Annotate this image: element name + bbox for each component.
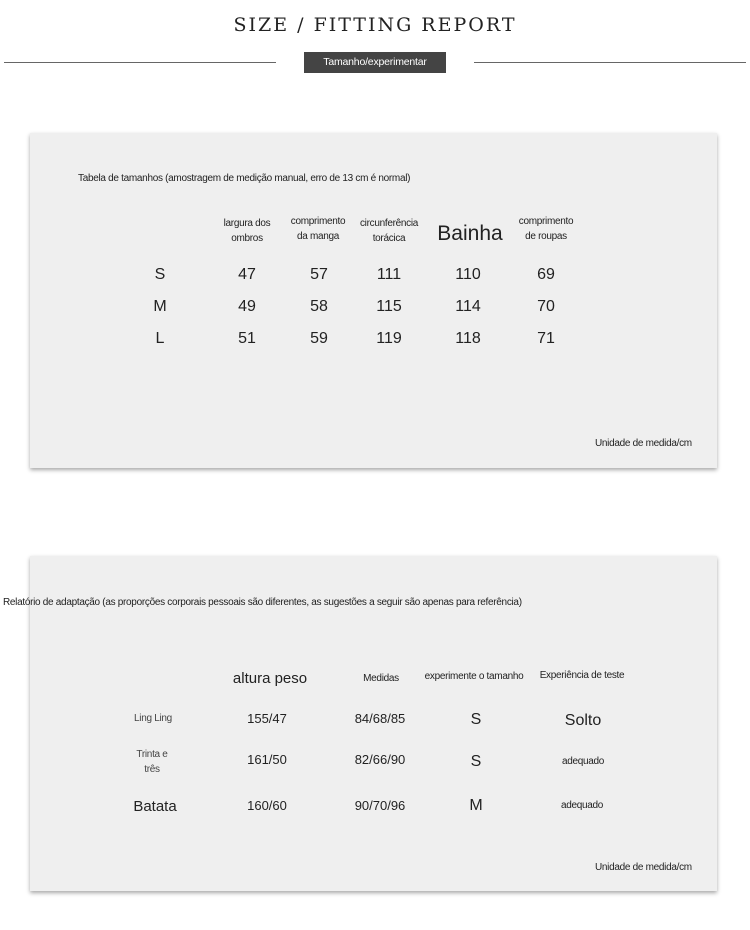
table-cell: 70 [537,298,555,315]
table-cell: 118 [455,330,481,347]
table-cell: 161/50 [247,752,287,767]
col-header-hem: Bainha [437,222,503,245]
table-cell: 90/70/96 [354,798,406,813]
tester-name: Ling Ling [134,713,172,724]
fitting-report-unit: Unidade de medida/cm [595,862,692,873]
table-cell: 119 [376,330,402,347]
table-cell: 59 [310,330,328,347]
table-cell: S [470,753,482,770]
table-cell: 47 [238,266,256,283]
col-header-sleeve: comprimento da manga [290,216,346,242]
row-size-label: L [155,330,165,347]
tester-name: Trinta e três [136,749,168,775]
size-table-caption: Tabela de tamanhos (amostragem de medição manual, erro de 13 cm é normal) [78,173,411,184]
table-cell: 82/66/90 [354,752,406,767]
table-cell: M [469,797,483,814]
col-header-shoulder: largura dos ombros [223,218,271,244]
table-cell: 49 [238,298,256,315]
table-cell: Solto [564,712,602,729]
section-badge: Tamanho/experimentar [304,52,446,73]
table-cell: 69 [537,266,555,283]
table-cell: 160/60 [247,798,287,813]
col-header-length: comprimento de roupas [518,216,574,242]
col-header-try-size: experimente o tamanho [424,671,524,682]
divider-left [4,62,276,63]
table-cell: 155/47 [247,711,287,726]
table-cell: 51 [238,330,256,347]
table-cell: adequado [561,756,605,767]
table-cell: 115 [376,298,402,315]
row-size-label: M [153,298,167,315]
table-cell: S [470,711,482,728]
row-size-label: S [154,266,166,283]
table-cell: 110 [455,266,481,283]
table-cell: 57 [310,266,328,283]
col-header-experience: Experiência de teste [539,670,625,681]
col-header-measurements: Medidas [363,673,399,684]
table-cell: 84/68/85 [354,711,406,726]
col-header-chest: circunferência torácica [359,218,419,244]
table-cell: 58 [310,298,328,315]
divider-right [474,62,746,63]
table-cell: 71 [537,330,555,347]
table-cell: adequado [560,800,604,811]
tester-name: Batata [133,798,177,815]
table-cell: 111 [376,266,402,283]
page-title: SIZE / FITTING REPORT [233,14,517,36]
fitting-report-caption: Relatório de adaptação (as proporções corporais pessoais são diferentes, as sugestões a seguir são apenas para referência) [3,597,522,608]
table-cell: 114 [455,298,481,315]
col-header-height-weight: altura peso [232,670,308,687]
size-table-unit: Unidade de medida/cm [595,438,692,449]
